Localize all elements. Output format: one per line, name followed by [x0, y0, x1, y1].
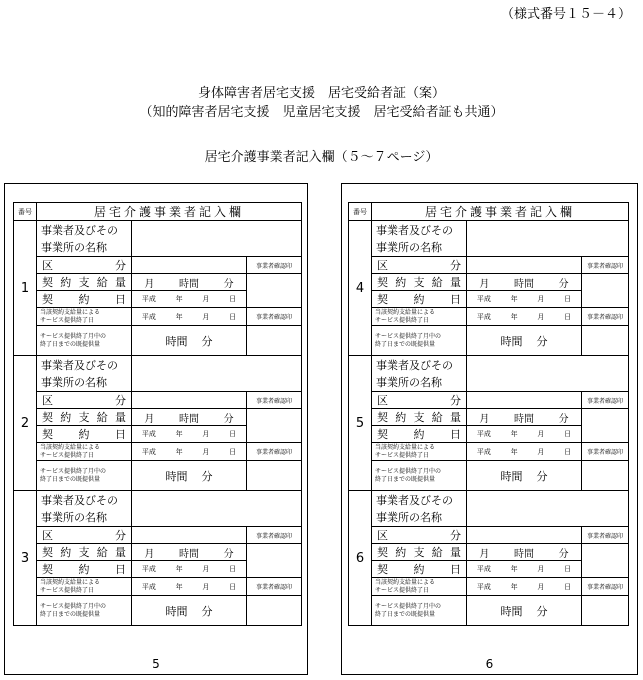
section-title: 居宅介護事業者記入欄（５～７ページ）: [204, 150, 439, 165]
provider-name-field[interactable]: [467, 356, 629, 392]
service-end-label: 当該契約支給量による サービス提供終了日: [372, 578, 467, 596]
remaining-amount-label: サービス提供終了月中の 終了日までの既提供量: [37, 326, 132, 356]
category-label: 区 分: [372, 392, 467, 409]
category-field[interactable]: [132, 527, 247, 544]
service-end-label: 当該契約支給量による サービス提供終了日: [37, 578, 132, 596]
service-end-date-field[interactable]: 平成 年 月 日: [467, 443, 582, 461]
service-end-label: 当該契約支給量による サービス提供終了日: [372, 308, 467, 326]
category-field[interactable]: [467, 392, 582, 409]
contract-date-label: 契 約 日: [372, 291, 467, 308]
confirm-stamp-label: 事業者確認印: [247, 527, 302, 544]
entry-number: 6: [349, 491, 372, 626]
page-number: 5: [152, 657, 160, 671]
confirm-stamp-field[interactable]: [247, 544, 302, 578]
confirm-stamp-label: 事業者確認印: [582, 578, 629, 596]
contract-amount-label: 契 約 支 給 量: [37, 544, 132, 561]
contract-amount-label: 契 約 支 給 量: [37, 409, 132, 426]
contract-date-field[interactable]: 平成 年 月 日: [132, 291, 247, 308]
contract-date-field[interactable]: 平成 年 月 日: [467, 561, 582, 578]
remaining-amount-field[interactable]: 時間 分: [467, 596, 582, 626]
service-end-date-field[interactable]: 平成 年 月 日: [132, 443, 247, 461]
contract-amount-label: 契 約 支 給 量: [372, 409, 467, 426]
category-label: 区 分: [372, 527, 467, 544]
remaining-amount-label: サービス提供終了月中の 終了日までの既提供量: [372, 461, 467, 491]
confirm-stamp-label: 事業者確認印: [247, 308, 302, 326]
entry-number: 5: [349, 356, 372, 491]
remaining-amount-label: サービス提供終了月中の 終了日までの既提供量: [37, 461, 132, 491]
header-title: 居宅介護事業者記入欄: [372, 203, 629, 221]
provider-label: 事業者及びその 事業所の名称: [37, 221, 132, 257]
contract-date-field[interactable]: 平成 年 月 日: [467, 291, 582, 308]
remaining-amount-field[interactable]: 時間 分: [467, 461, 582, 491]
confirm-stamp-field[interactable]: [582, 544, 629, 578]
contract-amount-label: 契 約 支 給 量: [37, 274, 132, 291]
entry-number: 2: [14, 356, 37, 491]
remaining-amount-label: サービス提供終了月中の 終了日までの既提供量: [37, 596, 132, 626]
remaining-amount-field[interactable]: 時間 分: [132, 326, 247, 356]
header-number: 番号: [349, 203, 372, 221]
entry-number: 3: [14, 491, 37, 626]
remaining-amount-label: サービス提供終了月中の 終了日までの既提供量: [372, 596, 467, 626]
category-label: 区 分: [37, 527, 132, 544]
contract-amount-label: 契 約 支 給 量: [372, 274, 467, 291]
entry-number: 1: [14, 221, 37, 356]
contract-amount-field[interactable]: 月 時間 分: [132, 274, 247, 291]
provider-name-field[interactable]: [132, 491, 302, 527]
provider-name-field[interactable]: [467, 491, 629, 527]
contract-amount-field[interactable]: 月 時間 分: [467, 544, 582, 561]
confirm-stamp-field[interactable]: [247, 409, 302, 443]
contract-date-label: 契 約 日: [37, 426, 132, 443]
provider-name-field[interactable]: [132, 356, 302, 392]
confirm-stamp-label: 事業者確認印: [582, 257, 629, 274]
document-subtitle: （知的障害者居宅支援 児童居宅支援 居宅受給者証も共通）: [139, 105, 504, 120]
contract-amount-field[interactable]: 月 時間 分: [132, 544, 247, 561]
header-title: 居宅介護事業者記入欄: [37, 203, 302, 221]
record-table-right: [348, 202, 629, 626]
form-number: （様式番号１５－４）: [500, 7, 631, 22]
contract-amount-field[interactable]: 月 時間 分: [132, 409, 247, 426]
confirm-stamp-field[interactable]: [582, 326, 629, 356]
contract-date-label: 契 約 日: [37, 561, 132, 578]
contract-amount-field[interactable]: 月 時間 分: [467, 274, 582, 291]
service-end-date-field[interactable]: 平成 年 月 日: [132, 578, 247, 596]
confirm-stamp-label: 事業者確認印: [247, 257, 302, 274]
provider-label: 事業者及びその 事業所の名称: [372, 221, 467, 257]
provider-name-field[interactable]: [467, 221, 629, 257]
service-end-date-field[interactable]: 平成 年 月 日: [467, 308, 582, 326]
remaining-amount-label: サービス提供終了月中の 終了日までの既提供量: [372, 326, 467, 356]
service-end-label: 当該契約支給量による サービス提供終了日: [37, 443, 132, 461]
provider-label: 事業者及びその 事業所の名称: [37, 491, 132, 527]
category-field[interactable]: [467, 257, 582, 274]
contract-date-field[interactable]: 平成 年 月 日: [467, 426, 582, 443]
confirm-stamp-label: 事業者確認印: [247, 392, 302, 409]
confirm-stamp-field[interactable]: [582, 274, 629, 308]
confirm-stamp-field[interactable]: [247, 461, 302, 491]
service-end-date-field[interactable]: 平成 年 月 日: [467, 578, 582, 596]
contract-date-label: 契 約 日: [372, 561, 467, 578]
service-end-label: 当該契約支給量による サービス提供終了日: [37, 308, 132, 326]
remaining-amount-field[interactable]: 時間 分: [132, 461, 247, 491]
confirm-stamp-label: 事業者確認印: [582, 443, 629, 461]
service-end-label: 当該契約支給量による サービス提供終了日: [372, 443, 467, 461]
category-field[interactable]: [467, 527, 582, 544]
header-number: 番号: [14, 203, 37, 221]
remaining-amount-field[interactable]: 時間 分: [467, 326, 582, 356]
page-right: [341, 183, 638, 675]
contract-date-field[interactable]: 平成 年 月 日: [132, 426, 247, 443]
provider-label: 事業者及びその 事業所の名称: [372, 356, 467, 392]
contract-date-label: 契 約 日: [372, 426, 467, 443]
contract-date-field[interactable]: 平成 年 月 日: [132, 561, 247, 578]
contract-date-label: 契 約 日: [37, 291, 132, 308]
provider-label: 事業者及びその 事業所の名称: [372, 491, 467, 527]
confirm-stamp-label: 事業者確認印: [582, 527, 629, 544]
record-table-left: [13, 202, 302, 626]
category-label: 区 分: [37, 392, 132, 409]
confirm-stamp-field[interactable]: [582, 409, 629, 443]
provider-name-field[interactable]: [132, 221, 302, 257]
confirm-stamp-label: 事業者確認印: [247, 578, 302, 596]
document-title: 身体障害者居宅支援 居宅受給者証（案）: [197, 86, 445, 101]
confirm-stamp-label: 事業者確認印: [582, 308, 629, 326]
remaining-amount-field[interactable]: 時間 分: [132, 596, 247, 626]
confirm-stamp-label: 事業者確認印: [582, 392, 629, 409]
page-left: [4, 183, 308, 675]
confirm-stamp-field[interactable]: [582, 596, 629, 626]
service-end-date-field[interactable]: 平成 年 月 日: [132, 308, 247, 326]
category-field[interactable]: [132, 392, 247, 409]
category-label: 区 分: [372, 257, 467, 274]
contract-amount-field[interactable]: 月 時間 分: [467, 409, 582, 426]
provider-label: 事業者及びその 事業所の名称: [37, 356, 132, 392]
confirm-stamp-field[interactable]: [582, 461, 629, 491]
confirm-stamp-field[interactable]: [247, 274, 302, 308]
category-label: 区 分: [37, 257, 132, 274]
contract-amount-label: 契 約 支 給 量: [372, 544, 467, 561]
page-number: 6: [485, 657, 494, 671]
confirm-stamp-field[interactable]: [247, 596, 302, 626]
confirm-stamp-field[interactable]: [247, 326, 302, 356]
category-field[interactable]: [132, 257, 247, 274]
entry-number: 4: [349, 221, 372, 356]
confirm-stamp-label: 事業者確認印: [247, 443, 302, 461]
